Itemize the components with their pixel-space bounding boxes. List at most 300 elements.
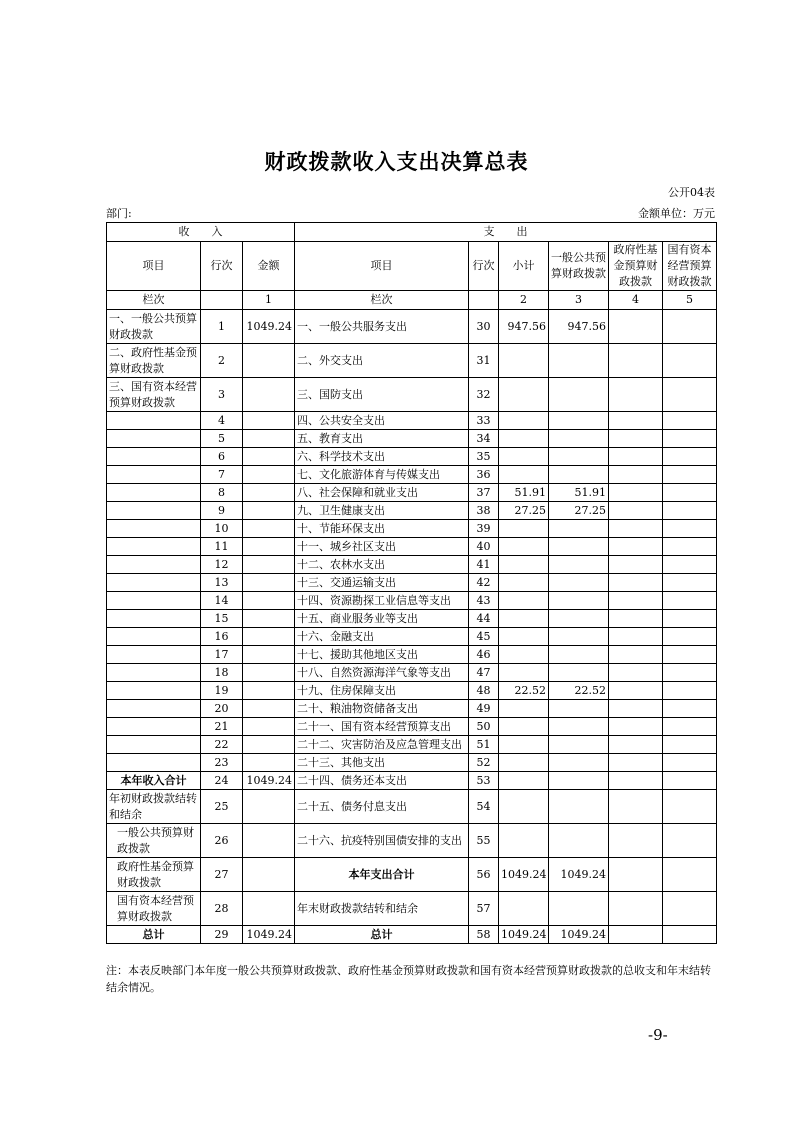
- cell-out-no: 33: [469, 412, 499, 430]
- table-row: [107, 664, 717, 682]
- cell-out-item: 十三、交通运输支出: [295, 574, 469, 592]
- cell-gen: [549, 664, 609, 682]
- col-index-5: 5: [663, 291, 717, 310]
- cell-in-amt: [243, 754, 295, 772]
- table-row: [107, 484, 717, 502]
- cell-gen: [549, 448, 609, 466]
- cell-in-item: [107, 556, 201, 574]
- cell-cap: [663, 790, 717, 824]
- cell-fund: [609, 646, 663, 664]
- cell-in-amt: [243, 700, 295, 718]
- cell-in-amt: [243, 610, 295, 628]
- cell-out-no: 56: [469, 858, 499, 892]
- cell-out-no: 35: [469, 448, 499, 466]
- cell-gen: [549, 520, 609, 538]
- table-row: [107, 412, 717, 430]
- cell-gen: [549, 378, 609, 412]
- cell-out-no: 37: [469, 484, 499, 502]
- cell-in-item: [107, 754, 201, 772]
- cell-in-no: 18: [201, 664, 243, 682]
- col-row-no-expense: 行次: [469, 242, 499, 291]
- cell-in-amt: 1049.24: [243, 772, 295, 790]
- department-label: 部门:: [106, 207, 132, 220]
- cell-out-item: 本年支出合计: [295, 858, 469, 892]
- cell-in-no: 14: [201, 592, 243, 610]
- cell-in-no: 23: [201, 754, 243, 772]
- cell-sub: [499, 592, 549, 610]
- cell-gen: 51.91: [549, 484, 609, 502]
- cell-out-item: 年末财政拨款结转和结余: [295, 892, 469, 926]
- cell-gen: 947.56: [549, 310, 609, 344]
- cell-fund: [609, 344, 663, 378]
- cell-in-no: 24: [201, 772, 243, 790]
- cell-in-item: 国有资本经营预算财政拨款: [107, 892, 201, 926]
- cell-fund: [609, 682, 663, 700]
- cell-sub: 1049.24: [499, 926, 549, 944]
- cell-gen: [549, 646, 609, 664]
- cell-sub: 27.25: [499, 502, 549, 520]
- cell-out-item: 九、卫生健康支出: [295, 502, 469, 520]
- cell-in-amt: [243, 538, 295, 556]
- table-row: [107, 754, 717, 772]
- cell-sub: 1049.24: [499, 858, 549, 892]
- cell-in-amt: [243, 682, 295, 700]
- cell-gen: [549, 736, 609, 754]
- cell-sub: [499, 448, 549, 466]
- col-index-3: 3: [549, 291, 609, 310]
- cell-out-item: 二十三、其他支出: [295, 754, 469, 772]
- unit-label: 金额单位：万元: [638, 207, 715, 220]
- cell-out-no: 48: [469, 682, 499, 700]
- cell-in-no: 27: [201, 858, 243, 892]
- cell-out-item: 十、节能环保支出: [295, 520, 469, 538]
- cell-in-no: 26: [201, 824, 243, 858]
- cell-in-no: 21: [201, 718, 243, 736]
- table-row: [107, 592, 717, 610]
- table-row: [107, 520, 717, 538]
- cell-gen: [549, 610, 609, 628]
- cell-fund: [609, 664, 663, 682]
- cell-in-no: 7: [201, 466, 243, 484]
- income-header: 收 入: [107, 223, 295, 242]
- cell-fund: [609, 592, 663, 610]
- cell-fund: [609, 448, 663, 466]
- cell-cap: [663, 378, 717, 412]
- cell-out-no: 43: [469, 592, 499, 610]
- cell-out-no: 34: [469, 430, 499, 448]
- table-row: [107, 538, 717, 556]
- col-index-4: 4: [609, 291, 663, 310]
- cell-out-no: 49: [469, 700, 499, 718]
- col-row-no-income: 行次: [201, 242, 243, 291]
- cell-cap: [663, 412, 717, 430]
- table-row: [107, 700, 717, 718]
- cell-in-amt: [243, 664, 295, 682]
- cell-sub: [499, 556, 549, 574]
- cell-fund: [609, 430, 663, 448]
- cell-gen: 1049.24: [549, 858, 609, 892]
- cell-in-amt: [243, 520, 295, 538]
- cell-in-amt: [243, 790, 295, 824]
- cell-out-item: 十九、住房保障支出: [295, 682, 469, 700]
- cell-in-item: [107, 502, 201, 520]
- cell-fund: [609, 610, 663, 628]
- cell-in-item: [107, 646, 201, 664]
- cell-cap: [663, 700, 717, 718]
- cell-out-item: 六、科学技术支出: [295, 448, 469, 466]
- cell-gen: 22.52: [549, 682, 609, 700]
- col-item-expense: 项目: [295, 242, 469, 291]
- table-row: [107, 926, 717, 944]
- col-general-budget: 一般公共预算财政拨款: [549, 242, 609, 291]
- cell-in-item: 一般公共预算财政拨款: [107, 824, 201, 858]
- cell-cap: [663, 926, 717, 944]
- table-row: [107, 556, 717, 574]
- form-number: 公开04表: [668, 186, 715, 199]
- cell-out-item: 十一、城乡社区支出: [295, 538, 469, 556]
- cell-cap: [663, 592, 717, 610]
- cell-fund: [609, 754, 663, 772]
- cell-cap: [663, 682, 717, 700]
- page-number: -9-: [648, 1026, 668, 1044]
- cell-cap: [663, 556, 717, 574]
- cell-fund: [609, 772, 663, 790]
- cell-cap: [663, 718, 717, 736]
- col-gov-fund: 政府性基金预算财政拨款: [609, 242, 663, 291]
- cell-in-item: 政府性基金预算财政拨款: [107, 858, 201, 892]
- cell-out-item: 七、文化旅游体育与传媒支出: [295, 466, 469, 484]
- cell-cap: [663, 448, 717, 466]
- cell-in-no: 25: [201, 790, 243, 824]
- table-row: [107, 682, 717, 700]
- cell-in-amt: [243, 484, 295, 502]
- cell-out-no: 30: [469, 310, 499, 344]
- cell-in-amt: [243, 824, 295, 858]
- cell-sub: [499, 610, 549, 628]
- col-amount: 金额: [243, 242, 295, 291]
- cell-in-no: 17: [201, 646, 243, 664]
- cell-in-no: 29: [201, 926, 243, 944]
- table-row: [107, 502, 717, 520]
- table-row: [107, 448, 717, 466]
- cell-sub: [499, 772, 549, 790]
- cell-in-amt: 1049.24: [243, 310, 295, 344]
- cell-in-item: [107, 574, 201, 592]
- cell-out-no: 42: [469, 574, 499, 592]
- cell-in-item: 一、一般公共预算财政拨款: [107, 310, 201, 344]
- col-item-income: 项目: [107, 242, 201, 291]
- cell-in-item: [107, 718, 201, 736]
- cell-in-amt: [243, 448, 295, 466]
- footnote: 注：本表反映部门本年度一般公共预算财政拨款、政府性基金预算财政拨款和国有资本经营预算财政拨款的总收支和年末结转结余情况。: [106, 964, 711, 994]
- table-row: [107, 892, 717, 926]
- col-index-label: 栏次: [107, 291, 201, 310]
- cell-out-item: 二十一、国有资本经营预算支出: [295, 718, 469, 736]
- cell-in-no: 4: [201, 412, 243, 430]
- cell-out-no: 36: [469, 466, 499, 484]
- cell-cap: [663, 344, 717, 378]
- cell-out-item: 十六、金融支出: [295, 628, 469, 646]
- cell-in-no: 13: [201, 574, 243, 592]
- cell-sub: [499, 736, 549, 754]
- cell-gen: [549, 412, 609, 430]
- cell-out-item: 十四、资源勘探工业信息等支出: [295, 592, 469, 610]
- cell-out-item: 十二、农林水支出: [295, 556, 469, 574]
- cell-in-item: [107, 538, 201, 556]
- cell-gen: [549, 790, 609, 824]
- cell-in-no: 16: [201, 628, 243, 646]
- cell-in-amt: [243, 858, 295, 892]
- cell-out-item: 二十四、债务还本支出: [295, 772, 469, 790]
- cell-gen: 27.25: [549, 502, 609, 520]
- cell-cap: [663, 754, 717, 772]
- cell-in-no: 1: [201, 310, 243, 344]
- cell-in-amt: [243, 592, 295, 610]
- cell-cap: [663, 466, 717, 484]
- cell-in-no: 19: [201, 682, 243, 700]
- cell-gen: [549, 466, 609, 484]
- cell-cap: [663, 484, 717, 502]
- cell-out-no: 40: [469, 538, 499, 556]
- cell-sub: [499, 520, 549, 538]
- cell-in-amt: [243, 412, 295, 430]
- cell-gen: [549, 772, 609, 790]
- col-index-label-2: 栏次: [295, 291, 469, 310]
- cell-in-item: 总计: [107, 926, 201, 944]
- cell-fund: [609, 538, 663, 556]
- cell-in-item: [107, 736, 201, 754]
- table-row: [107, 574, 717, 592]
- cell-in-amt: [243, 628, 295, 646]
- cell-out-no: 55: [469, 824, 499, 858]
- cell-in-amt: [243, 718, 295, 736]
- cell-out-item: 五、教育支出: [295, 430, 469, 448]
- cell-out-item: 三、国防支出: [295, 378, 469, 412]
- cell-cap: [663, 574, 717, 592]
- cell-gen: [549, 574, 609, 592]
- cell-cap: [663, 430, 717, 448]
- cell-fund: [609, 736, 663, 754]
- table-row: [107, 610, 717, 628]
- cell-out-item: 一、一般公共服务支出: [295, 310, 469, 344]
- cell-cap: [663, 628, 717, 646]
- cell-fund: [609, 824, 663, 858]
- cell-gen: [549, 718, 609, 736]
- cell-fund: [609, 378, 663, 412]
- cell-fund: [609, 892, 663, 926]
- cell-gen: [549, 556, 609, 574]
- cell-fund: [609, 310, 663, 344]
- cell-fund: [609, 466, 663, 484]
- cell-cap: [663, 310, 717, 344]
- cell-in-item: [107, 664, 201, 682]
- col-subtotal: 小计: [499, 242, 549, 291]
- cell-cap: [663, 610, 717, 628]
- cell-in-no: 9: [201, 502, 243, 520]
- cell-out-no: 39: [469, 520, 499, 538]
- cell-cap: [663, 646, 717, 664]
- cell-sub: [499, 824, 549, 858]
- cell-sub: [499, 628, 549, 646]
- table-row: [107, 466, 717, 484]
- table-row: [107, 858, 717, 892]
- cell-cap: [663, 664, 717, 682]
- cell-sub: 51.91: [499, 484, 549, 502]
- cell-out-no: 47: [469, 664, 499, 682]
- cell-in-no: 2: [201, 344, 243, 378]
- cell-cap: [663, 772, 717, 790]
- table-row: [107, 790, 717, 824]
- cell-gen: [549, 430, 609, 448]
- cell-in-item: [107, 520, 201, 538]
- cell-sub: [499, 646, 549, 664]
- cell-out-no: 51: [469, 736, 499, 754]
- cell-out-item: 四、公共安全支出: [295, 412, 469, 430]
- cell-sub: [499, 378, 549, 412]
- cell-sub: [499, 754, 549, 772]
- cell-in-item: 年初财政拨款结转和结余: [107, 790, 201, 824]
- cell-sub: [499, 700, 549, 718]
- cell-fund: [609, 502, 663, 520]
- cell-out-no: 32: [469, 378, 499, 412]
- cell-fund: [609, 484, 663, 502]
- cell-in-amt: [243, 736, 295, 754]
- cell-fund: [609, 520, 663, 538]
- cell-in-item: 二、政府性基金预算财政拨款: [107, 344, 201, 378]
- cell-gen: [549, 824, 609, 858]
- cell-out-no: 53: [469, 772, 499, 790]
- cell-sub: [499, 430, 549, 448]
- cell-out-item: 二十五、债务付息支出: [295, 790, 469, 824]
- cell-in-item: [107, 610, 201, 628]
- cell-fund: [609, 700, 663, 718]
- cell-in-item: [107, 700, 201, 718]
- cell-out-no: 38: [469, 502, 499, 520]
- cell-fund: [609, 412, 663, 430]
- cell-cap: [663, 538, 717, 556]
- cell-in-amt: [243, 430, 295, 448]
- cell-gen: [549, 592, 609, 610]
- cell-fund: [609, 628, 663, 646]
- cell-in-no: 22: [201, 736, 243, 754]
- cell-in-no: 15: [201, 610, 243, 628]
- cell-in-item: 三、国有资本经营预算财政拨款: [107, 378, 201, 412]
- page-title: 财政拨款收入支出决算总表: [264, 150, 529, 174]
- cell-in-amt: [243, 466, 295, 484]
- cell-fund: [609, 718, 663, 736]
- cell-out-no: 44: [469, 610, 499, 628]
- table-row: [107, 628, 717, 646]
- cell-fund: [609, 556, 663, 574]
- cell-in-item: [107, 484, 201, 502]
- cell-sub: [499, 718, 549, 736]
- cell-fund: [609, 574, 663, 592]
- cell-in-item: 本年收入合计: [107, 772, 201, 790]
- cell-in-amt: 1049.24: [243, 926, 295, 944]
- cell-in-item: [107, 682, 201, 700]
- cell-out-no: 57: [469, 892, 499, 926]
- cell-out-no: 58: [469, 926, 499, 944]
- cell-in-item: [107, 448, 201, 466]
- cell-out-no: 31: [469, 344, 499, 378]
- cell-fund: [609, 858, 663, 892]
- cell-in-no: 6: [201, 448, 243, 466]
- cell-gen: [549, 754, 609, 772]
- col-index-2: 2: [499, 291, 549, 310]
- cell-sub: [499, 344, 549, 378]
- cell-in-amt: [243, 574, 295, 592]
- cell-fund: [609, 926, 663, 944]
- cell-in-no: 20: [201, 700, 243, 718]
- cell-in-item: [107, 430, 201, 448]
- cell-sub: [499, 790, 549, 824]
- cell-cap: [663, 520, 717, 538]
- budget-table: [106, 222, 717, 944]
- cell-in-no: 28: [201, 892, 243, 926]
- cell-sub: [499, 538, 549, 556]
- cell-out-item: 二十、粮油物资储备支出: [295, 700, 469, 718]
- expense-header: 支 出: [295, 223, 717, 242]
- table-row: [107, 646, 717, 664]
- cell-out-item: 十五、商业服务业等支出: [295, 610, 469, 628]
- cell-gen: [549, 344, 609, 378]
- cell-in-amt: [243, 378, 295, 412]
- cell-in-item: [107, 592, 201, 610]
- cell-out-no: 45: [469, 628, 499, 646]
- cell-cap: [663, 824, 717, 858]
- cell-sub: [499, 892, 549, 926]
- cell-out-item: 二十二、灾害防治及应急管理支出: [295, 736, 469, 754]
- cell-sub: [499, 664, 549, 682]
- cell-in-item: [107, 628, 201, 646]
- table-row: [107, 344, 717, 378]
- table-row: [107, 310, 717, 344]
- cell-sub: [499, 466, 549, 484]
- cell-in-item: [107, 412, 201, 430]
- col-state-capital: 国有资本经营预算财政拨款: [663, 242, 717, 291]
- cell-gen: [549, 628, 609, 646]
- cell-in-amt: [243, 556, 295, 574]
- cell-fund: [609, 790, 663, 824]
- cell-in-no: 12: [201, 556, 243, 574]
- cell-out-item: 总计: [295, 926, 469, 944]
- cell-in-no: 5: [201, 430, 243, 448]
- cell-out-no: 54: [469, 790, 499, 824]
- cell-in-amt: [243, 892, 295, 926]
- cell-in-amt: [243, 344, 295, 378]
- cell-gen: [549, 892, 609, 926]
- cell-in-item: [107, 466, 201, 484]
- cell-sub: [499, 574, 549, 592]
- cell-out-no: 52: [469, 754, 499, 772]
- col-index-1: 1: [243, 291, 295, 310]
- cell-in-no: 3: [201, 378, 243, 412]
- cell-out-item: 十八、自然资源海洋气象等支出: [295, 664, 469, 682]
- cell-sub: [499, 412, 549, 430]
- table-row: [107, 772, 717, 790]
- cell-in-no: 11: [201, 538, 243, 556]
- table-row: [107, 378, 717, 412]
- cell-sub: 22.52: [499, 682, 549, 700]
- cell-out-no: 50: [469, 718, 499, 736]
- cell-in-no: 8: [201, 484, 243, 502]
- cell-out-item: 二十六、抗疫特别国债安排的支出: [295, 824, 469, 858]
- cell-sub: 947.56: [499, 310, 549, 344]
- cell-cap: [663, 892, 717, 926]
- table-row: [107, 718, 717, 736]
- cell-out-no: 41: [469, 556, 499, 574]
- cell-out-item: 十七、援助其他地区支出: [295, 646, 469, 664]
